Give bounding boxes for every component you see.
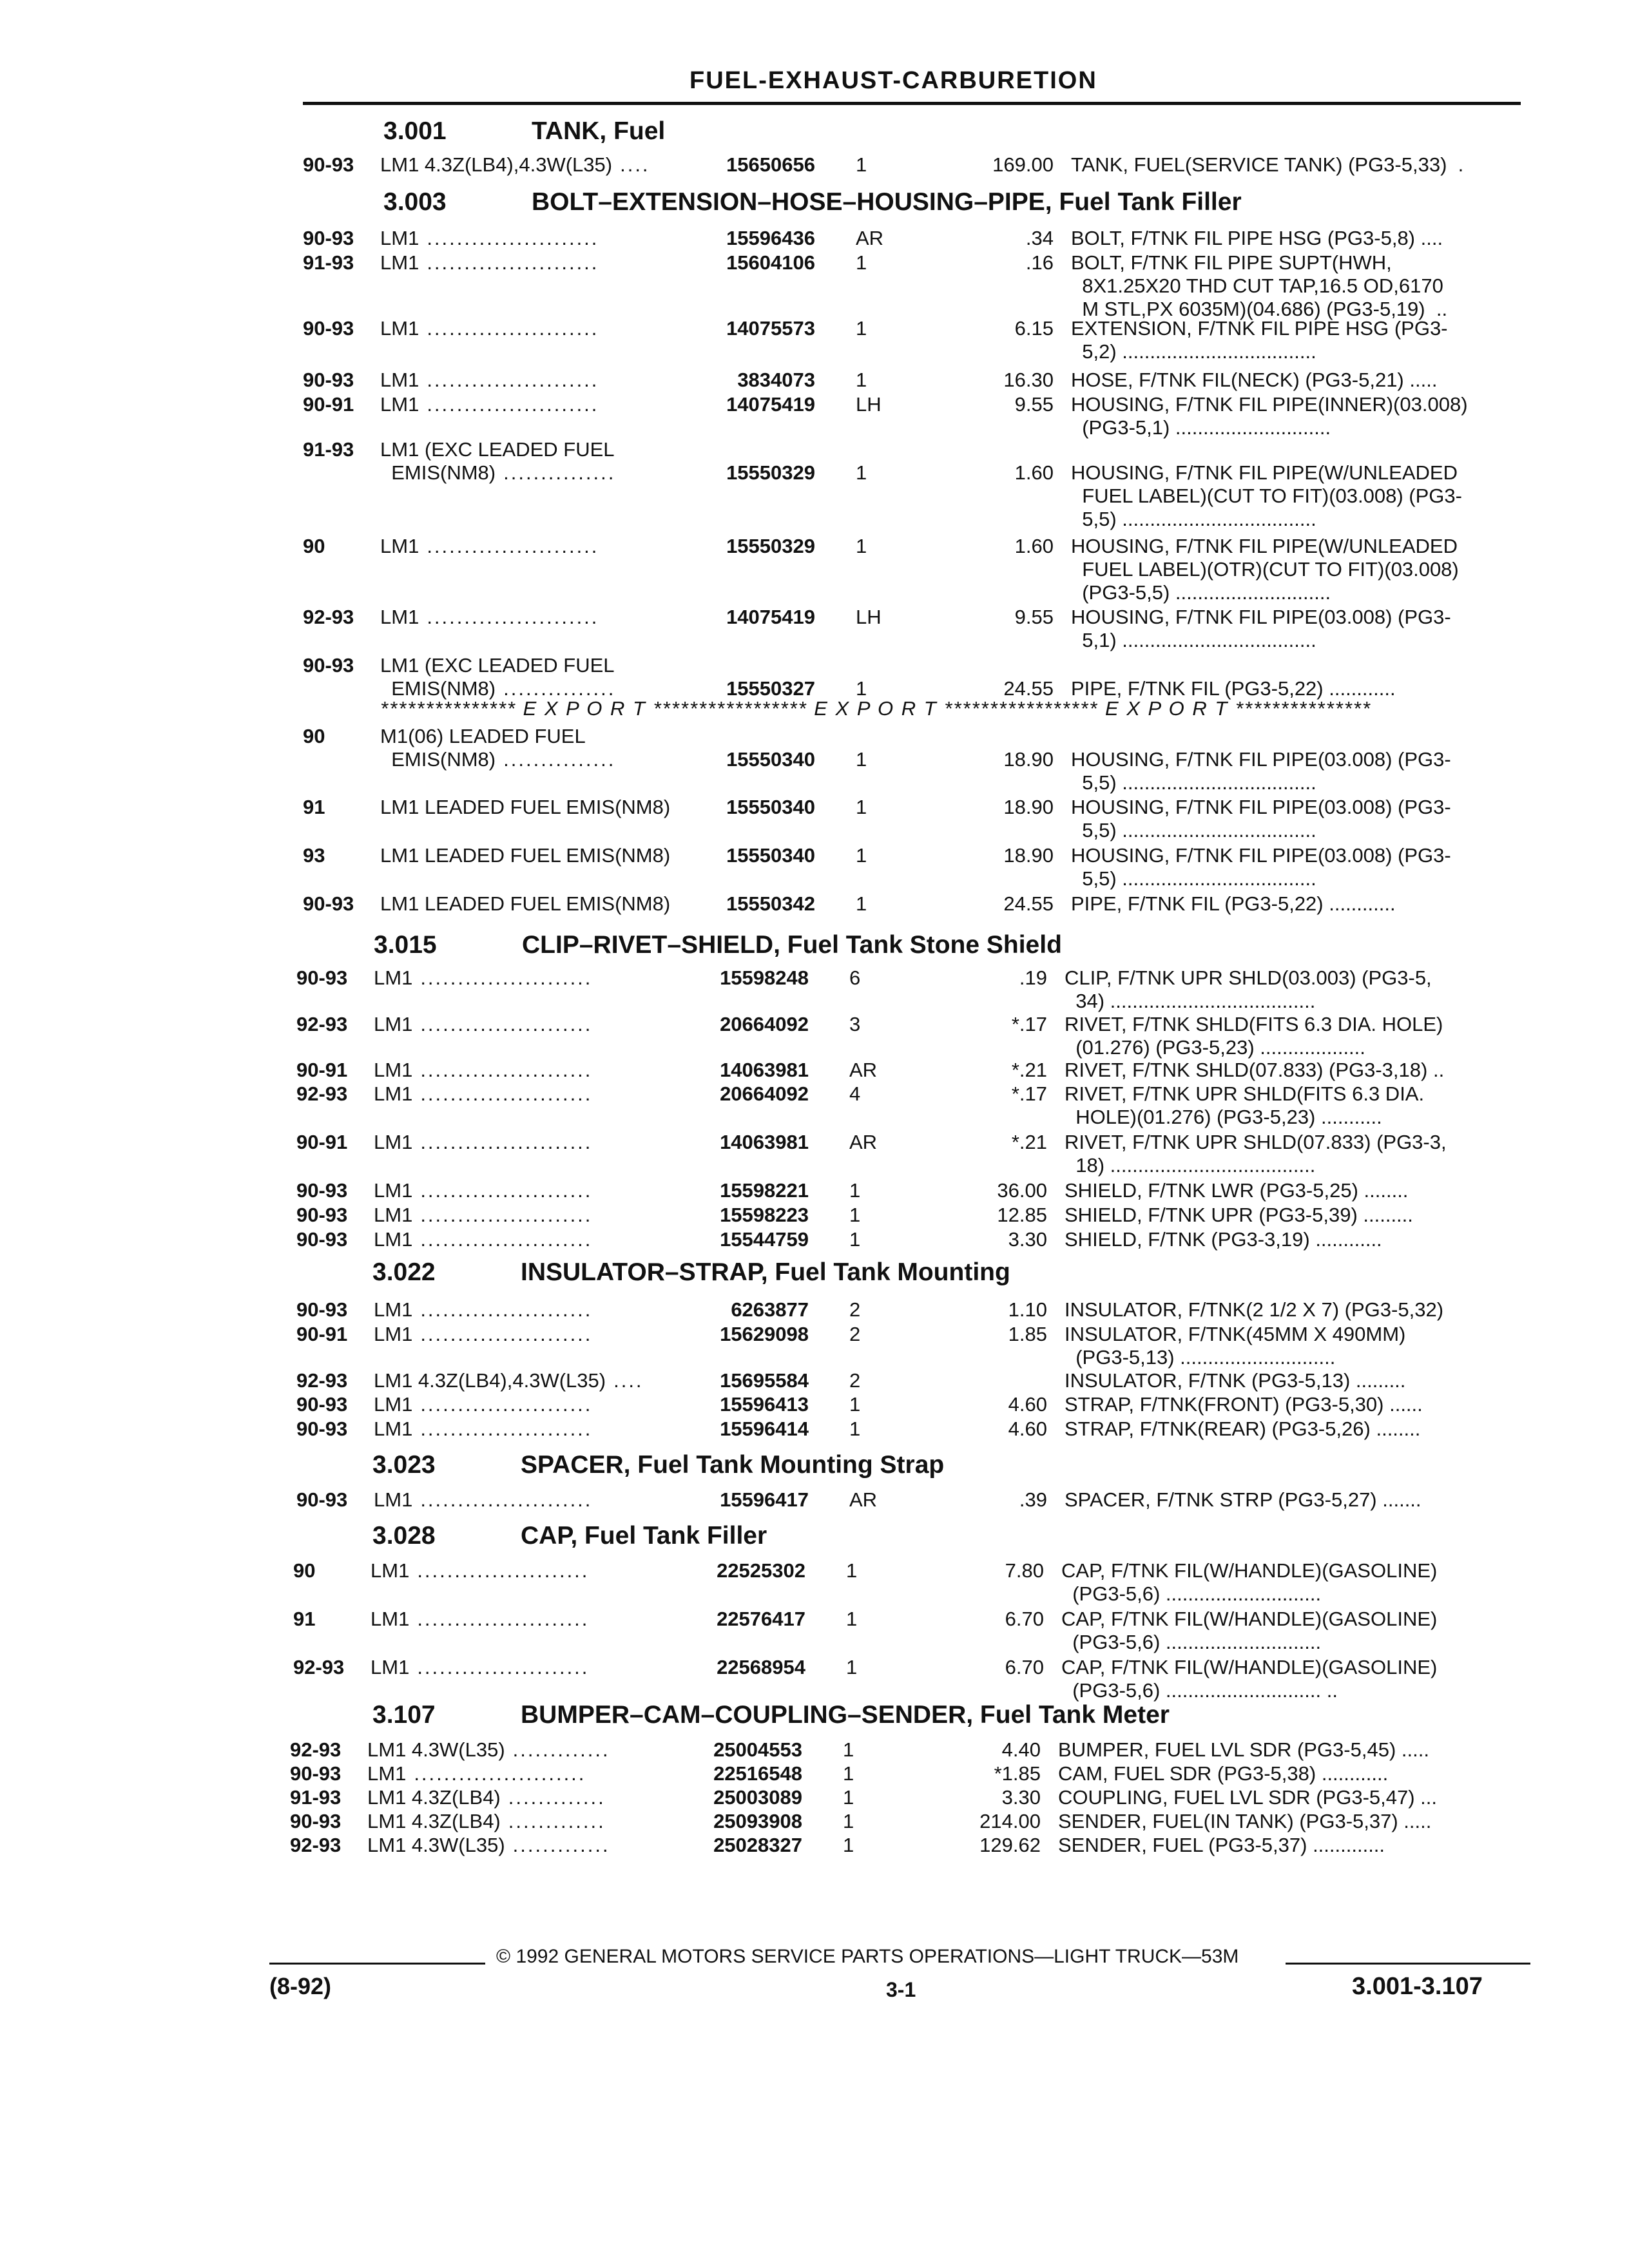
row-quantity: 1 bbox=[843, 1738, 854, 1761]
row-description: INSULATOR, F/TNK(2 1/2 X 7) (PG3-5,32) bbox=[1065, 1298, 1444, 1321]
row-leader: ....................... bbox=[417, 1656, 590, 1678]
row-price: *.17 bbox=[1011, 1013, 1047, 1035]
row-part-number: 15550340 bbox=[726, 844, 815, 867]
row-description: COUPLING, FUEL LVL SDR (PG3-5,47) ... bbox=[1058, 1786, 1438, 1809]
section-title: CLIP–RIVET–SHIELD, Fuel Tank Stone Shield bbox=[522, 931, 1062, 959]
row-description: RIVET, F/TNK UPR SHLD(07.833) (PG3-3, 18) ..................................... bbox=[1065, 1131, 1447, 1177]
row-description: BOLT, F/TNK FIL PIPE HSG (PG3-5,8) .... bbox=[1071, 227, 1443, 249]
row-quantity: 1 bbox=[849, 1418, 861, 1440]
row-years: 91-93 bbox=[290, 1786, 342, 1809]
row-part-number: 15550327 bbox=[726, 677, 815, 700]
row-part-number: 15596436 bbox=[726, 227, 815, 249]
row-price: 18.90 bbox=[1003, 796, 1054, 818]
row-description: TANK, FUEL(SERVICE TANK) (PG3-5,33) . bbox=[1071, 153, 1464, 176]
row-leader: ....................... bbox=[427, 606, 599, 628]
row-years: 92-93 bbox=[290, 1738, 342, 1761]
row-years: 91 bbox=[293, 1608, 316, 1630]
export-banner: *************** E X P O R T ***************** E X P O R T ***************** E X P O R T *************** bbox=[380, 697, 1371, 720]
row-years: 90-93 bbox=[296, 1418, 348, 1440]
row-model: LM1 4.3Z(LB4),4.3W(L35) bbox=[380, 153, 613, 176]
row-years: 92-93 bbox=[303, 606, 354, 628]
row-model: LM1 bbox=[374, 1013, 413, 1035]
row-leader: ....................... bbox=[427, 317, 599, 340]
row-quantity: 2 bbox=[849, 1369, 861, 1392]
row-part-number: 15550340 bbox=[726, 796, 815, 818]
row-price: 36.00 bbox=[997, 1179, 1047, 1202]
row-model: LM1 bbox=[374, 1228, 413, 1251]
row-leader: ....................... bbox=[420, 1228, 593, 1251]
section-number: 3.022 bbox=[372, 1258, 436, 1286]
row-years: 92-93 bbox=[296, 1369, 348, 1392]
row-leader: ....................... bbox=[427, 227, 599, 249]
row-model: LM1 4.3W(L35) bbox=[367, 1834, 505, 1856]
row-leader: ....................... bbox=[420, 1131, 593, 1153]
row-description: STRAP, F/TNK(REAR) (PG3-5,26) ........ bbox=[1065, 1418, 1421, 1440]
row-quantity: 1 bbox=[856, 153, 867, 176]
row-part-number: 15596413 bbox=[720, 1393, 809, 1416]
row-part-number: 15604106 bbox=[726, 251, 815, 274]
row-price: 18.90 bbox=[1003, 844, 1054, 867]
row-part-number: 22525302 bbox=[717, 1559, 805, 1582]
row-quantity: AR bbox=[856, 227, 884, 249]
row-description: CAP, F/TNK FIL(W/HANDLE)(GASOLINE) (PG3-5,6) ............................ bbox=[1061, 1608, 1438, 1653]
row-years: 90-93 bbox=[303, 153, 354, 176]
row-model: LM1 bbox=[374, 966, 413, 989]
row-quantity: 1 bbox=[856, 251, 867, 274]
section-title: BOLT–EXTENSION–HOSE–HOUSING–PIPE, Fuel Tank Filler bbox=[532, 188, 1242, 216]
row-years: 90-93 bbox=[296, 1488, 348, 1511]
row-quantity: 2 bbox=[849, 1323, 861, 1345]
row-price: 6.70 bbox=[1005, 1656, 1044, 1678]
footer-date: (8-92) bbox=[269, 1973, 332, 1999]
section-number: 3.028 bbox=[372, 1522, 436, 1550]
row-price: 4.40 bbox=[1001, 1738, 1041, 1761]
row-leader: ....................... bbox=[420, 1059, 593, 1081]
row-part-number: 15596417 bbox=[720, 1488, 809, 1511]
row-years: 90-91 bbox=[296, 1059, 348, 1081]
row-model: LM1 bbox=[380, 393, 419, 416]
row-part-number: 15598221 bbox=[720, 1179, 809, 1202]
row-description: CLIP, F/TNK UPR SHLD(03.003) (PG3-5, 34) ..................................... bbox=[1065, 966, 1432, 1012]
row-years: 92-93 bbox=[296, 1013, 348, 1035]
row-years: 90-93 bbox=[303, 227, 354, 249]
row-description: PIPE, F/TNK FIL (PG3-5,22) ............ bbox=[1071, 892, 1396, 915]
row-model: LM1 bbox=[374, 1204, 413, 1226]
row-years: 90 bbox=[293, 1559, 316, 1582]
row-price: 4.60 bbox=[1008, 1393, 1047, 1416]
row-price: 129.62 bbox=[979, 1834, 1041, 1856]
row-leader: ....................... bbox=[420, 1488, 593, 1511]
row-quantity: 1 bbox=[856, 748, 867, 771]
row-leader: ............. bbox=[508, 1786, 606, 1809]
row-model: LM1 bbox=[380, 535, 419, 557]
row-part-number: 14063981 bbox=[720, 1131, 809, 1153]
row-quantity: LH bbox=[856, 606, 882, 628]
row-years: 92-93 bbox=[296, 1082, 348, 1105]
row-leader: .... bbox=[613, 1369, 644, 1392]
row-price: 1.60 bbox=[1014, 535, 1054, 557]
row-description: SENDER, FUEL(IN TANK) (PG3-5,37) ..... bbox=[1058, 1810, 1432, 1832]
row-model: LM1 bbox=[374, 1393, 413, 1416]
section-number: 3.001 bbox=[383, 117, 447, 145]
row-description: RIVET, F/TNK UPR SHLD(FITS 6.3 DIA. HOLE)(01.276) (PG3-5,23) ........... bbox=[1065, 1082, 1425, 1128]
row-quantity: 1 bbox=[856, 369, 867, 391]
row-description: BUMPER, FUEL LVL SDR (PG3-5,45) ..... bbox=[1058, 1738, 1429, 1761]
row-model: LM1 bbox=[374, 1488, 413, 1511]
row-leader: ....................... bbox=[420, 1298, 593, 1321]
section-title: BUMPER–CAM–COUPLING–SENDER, Fuel Tank Meter bbox=[521, 1701, 1170, 1729]
row-leader: ....................... bbox=[427, 251, 599, 274]
row-quantity: 2 bbox=[849, 1298, 861, 1321]
row-price: 3.30 bbox=[1008, 1228, 1047, 1251]
row-model: LM1 LEADED FUEL EMIS(NM8) bbox=[380, 796, 671, 818]
row-description: BOLT, F/TNK FIL PIPE SUPT(HWH, 8X1.25X20 THD CUT TAP,16.5 OD,6170 M STL,PX 6035M)(04.686) (PG3-5,19) .. bbox=[1071, 251, 1448, 320]
row-leader: ....................... bbox=[420, 1323, 593, 1345]
row-quantity: 1 bbox=[856, 677, 867, 700]
row-quantity: 1 bbox=[849, 1179, 861, 1202]
row-price: *.21 bbox=[1011, 1059, 1047, 1081]
row-part-number: 14063981 bbox=[720, 1059, 809, 1081]
row-years: 90-91 bbox=[296, 1323, 348, 1345]
row-price: 16.30 bbox=[1003, 369, 1054, 391]
header-rule bbox=[303, 102, 1521, 105]
row-years: 90-91 bbox=[296, 1131, 348, 1153]
row-part-number: 3834073 bbox=[737, 369, 815, 391]
row-quantity: 1 bbox=[843, 1786, 854, 1809]
row-leader: ....................... bbox=[420, 1393, 593, 1416]
row-quantity: 1 bbox=[843, 1762, 854, 1785]
row-leader: ....................... bbox=[420, 1013, 593, 1035]
row-years: 90 bbox=[303, 725, 325, 747]
row-leader: ....................... bbox=[414, 1762, 586, 1785]
section-title: SPACER, Fuel Tank Mounting Strap bbox=[521, 1451, 945, 1479]
row-quantity: 1 bbox=[849, 1228, 861, 1251]
row-years: 90-93 bbox=[303, 654, 354, 677]
row-years: 90-93 bbox=[296, 1298, 348, 1321]
row-quantity: AR bbox=[849, 1059, 878, 1081]
row-description: STRAP, F/TNK(FRONT) (PG3-5,30) ...... bbox=[1065, 1393, 1423, 1416]
section-number: 3.107 bbox=[372, 1701, 436, 1729]
row-quantity: 1 bbox=[846, 1656, 858, 1678]
row-model: LM1 4.3Z(LB4) bbox=[367, 1786, 501, 1809]
row-description: CAP, F/TNK FIL(W/HANDLE)(GASOLINE) (PG3-5,6) ............................ bbox=[1061, 1559, 1438, 1605]
row-price: 4.60 bbox=[1008, 1418, 1047, 1440]
row-leader: ....................... bbox=[420, 1204, 593, 1226]
page-header-title: FUEL-EXHAUST-CARBURETION bbox=[689, 67, 1097, 94]
row-part-number: 25004553 bbox=[713, 1738, 802, 1761]
row-price: 24.55 bbox=[1003, 677, 1054, 700]
row-quantity: 1 bbox=[846, 1559, 858, 1582]
row-price: 7.80 bbox=[1005, 1559, 1044, 1582]
row-years: 90-93 bbox=[296, 1393, 348, 1416]
row-model: LM1 bbox=[374, 1059, 413, 1081]
row-years: 90-93 bbox=[290, 1762, 342, 1785]
row-years: 90-93 bbox=[290, 1810, 342, 1832]
row-model: LM1 4.3Z(LB4),4.3W(L35) bbox=[374, 1369, 606, 1392]
row-leader: ............... bbox=[503, 677, 616, 700]
row-part-number: 15598223 bbox=[720, 1204, 809, 1226]
row-leader: ............. bbox=[512, 1738, 610, 1761]
row-quantity: AR bbox=[849, 1131, 878, 1153]
row-leader: ....................... bbox=[420, 1082, 593, 1105]
section-number: 3.015 bbox=[374, 931, 437, 959]
row-model: LM1 bbox=[374, 1323, 413, 1345]
row-leader: ....................... bbox=[420, 966, 593, 989]
row-description: CAM, FUEL SDR (PG3-5,38) ............ bbox=[1058, 1762, 1389, 1785]
footer-page-number: 3-1 bbox=[886, 1978, 916, 2001]
row-model: LM1 4.3W(L35) bbox=[367, 1738, 505, 1761]
row-description: SPACER, F/TNK STRP (PG3-5,27) ....... bbox=[1065, 1488, 1422, 1511]
row-model: LM1 bbox=[374, 1298, 413, 1321]
row-model: LM1 (EXC LEADED FUEL EMIS(NM8) bbox=[380, 654, 615, 700]
row-years: 91-93 bbox=[303, 251, 354, 274]
row-description: HOUSING, F/TNK FIL PIPE(03.008) (PG3- 5,5) ................................... bbox=[1071, 796, 1451, 841]
row-years: 90-93 bbox=[303, 892, 354, 915]
row-description: HOUSING, F/TNK FIL PIPE(03.008) (PG3- 5,5) ................................... bbox=[1071, 844, 1451, 890]
row-model: M1(06) LEADED FUEL EMIS(NM8) bbox=[380, 725, 586, 771]
row-price: 214.00 bbox=[979, 1810, 1041, 1832]
row-description: EXTENSION, F/TNK FIL PIPE HSG (PG3- 5,2) ................................... bbox=[1071, 317, 1448, 363]
row-description: SENDER, FUEL (PG3-5,37) ............. bbox=[1058, 1834, 1385, 1856]
row-price: .39 bbox=[1019, 1488, 1047, 1511]
row-years: 92-93 bbox=[290, 1834, 342, 1856]
row-quantity: 1 bbox=[856, 892, 867, 915]
row-price: *.17 bbox=[1011, 1082, 1047, 1105]
row-years: 90-93 bbox=[303, 317, 354, 340]
row-part-number: 20664092 bbox=[720, 1013, 809, 1035]
row-part-number: 15544759 bbox=[720, 1228, 809, 1251]
footer-section-range: 3.001-3.107 bbox=[1352, 1973, 1483, 2000]
row-part-number: 15550329 bbox=[726, 535, 815, 557]
row-leader: ............... bbox=[503, 461, 616, 484]
row-price: 24.55 bbox=[1003, 892, 1054, 915]
row-price: 18.90 bbox=[1003, 748, 1054, 771]
row-leader: ....................... bbox=[427, 535, 599, 557]
row-price: 1.60 bbox=[1014, 461, 1054, 484]
row-part-number: 15550329 bbox=[726, 461, 815, 484]
row-model: LM1 bbox=[367, 1762, 407, 1785]
row-part-number: 14075419 bbox=[726, 393, 815, 416]
row-leader: ....................... bbox=[417, 1608, 590, 1630]
row-quantity: 1 bbox=[856, 796, 867, 818]
row-leader: ....................... bbox=[417, 1559, 590, 1582]
row-part-number: 15650656 bbox=[726, 153, 815, 176]
row-quantity: 1 bbox=[843, 1810, 854, 1832]
row-price: 1.10 bbox=[1008, 1298, 1047, 1321]
row-quantity: 1 bbox=[856, 535, 867, 557]
row-years: 90-93 bbox=[303, 369, 354, 391]
row-price: .34 bbox=[1025, 227, 1054, 249]
section-number: 3.003 bbox=[383, 188, 447, 216]
row-quantity: 4 bbox=[849, 1082, 861, 1105]
row-quantity: 1 bbox=[849, 1204, 861, 1226]
section-title: CAP, Fuel Tank Filler bbox=[521, 1522, 767, 1550]
row-years: 90-91 bbox=[303, 393, 354, 416]
row-price: 6.15 bbox=[1014, 317, 1054, 340]
row-quantity: 1 bbox=[843, 1834, 854, 1856]
row-years: 91-93 bbox=[303, 438, 354, 461]
row-description: INSULATOR, F/TNK (PG3-5,13) ......... bbox=[1065, 1369, 1406, 1392]
row-part-number: 15550342 bbox=[726, 892, 815, 915]
row-years: 90 bbox=[303, 535, 325, 557]
row-model: LM1 LEADED FUEL EMIS(NM8) bbox=[380, 892, 671, 915]
row-part-number: 15596414 bbox=[720, 1418, 809, 1440]
row-description: RIVET, F/TNK SHLD(07.833) (PG3-3,18) .. bbox=[1065, 1059, 1445, 1081]
row-model: LM1 bbox=[374, 1131, 413, 1153]
footer-rule-left bbox=[269, 1963, 485, 1965]
row-description: HOUSING, F/TNK FIL PIPE(INNER)(03.008) (PG3-5,1) ............................ bbox=[1071, 393, 1468, 439]
row-description: HOUSING, F/TNK FIL PIPE(03.008) (PG3- 5,1) ................................... bbox=[1071, 606, 1451, 651]
row-description: HOUSING, F/TNK FIL PIPE(W/UNLEADED FUEL LABEL)(OTR)(CUT TO FIT)(03.008) (PG3-5,5) ............................ bbox=[1071, 535, 1459, 604]
row-model: LM1 bbox=[380, 606, 419, 628]
row-quantity: 1 bbox=[856, 461, 867, 484]
row-price: 1.85 bbox=[1008, 1323, 1047, 1345]
row-description: HOUSING, F/TNK FIL PIPE(03.008) (PG3- 5,5) ................................... bbox=[1071, 748, 1451, 794]
row-price: *1.85 bbox=[994, 1762, 1041, 1785]
row-price: 9.55 bbox=[1014, 393, 1054, 416]
row-leader: ............. bbox=[512, 1834, 610, 1856]
row-part-number: 15550340 bbox=[726, 748, 815, 771]
row-model: LM1 bbox=[380, 251, 419, 274]
row-model: LM1 bbox=[371, 1559, 410, 1582]
footer-copyright: © 1992 GENERAL MOTORS SERVICE PARTS OPERATIONS—LIGHT TRUCK—53M bbox=[496, 1946, 1239, 1967]
row-leader: ....................... bbox=[420, 1179, 593, 1202]
row-quantity: 3 bbox=[849, 1013, 861, 1035]
footer-rule-right bbox=[1286, 1963, 1530, 1965]
row-description: HOSE, F/TNK FIL(NECK) (PG3-5,21) ..... bbox=[1071, 369, 1438, 391]
row-years: 90-93 bbox=[296, 1228, 348, 1251]
row-description: RIVET, F/TNK SHLD(FITS 6.3 DIA. HOLE) (01.276) (PG3-5,23) ................... bbox=[1065, 1013, 1443, 1059]
row-model: LM1 bbox=[374, 1179, 413, 1202]
row-price: *.21 bbox=[1011, 1131, 1047, 1153]
row-price: 169.00 bbox=[992, 153, 1054, 176]
row-model: LM1 bbox=[380, 369, 419, 391]
row-description: INSULATOR, F/TNK(45MM X 490MM) (PG3-5,13) ............................ bbox=[1065, 1323, 1406, 1369]
row-part-number: 14075419 bbox=[726, 606, 815, 628]
row-model: LM1 bbox=[371, 1608, 410, 1630]
row-model: LM1 bbox=[380, 317, 419, 340]
row-years: 90-93 bbox=[296, 1179, 348, 1202]
row-part-number: 22516548 bbox=[713, 1762, 802, 1785]
row-leader: ............. bbox=[508, 1810, 606, 1832]
row-part-number: 15629098 bbox=[720, 1323, 809, 1345]
row-years: 93 bbox=[303, 844, 325, 867]
row-part-number: 25093908 bbox=[713, 1810, 802, 1832]
row-price: 9.55 bbox=[1014, 606, 1054, 628]
row-price: 3.30 bbox=[1001, 1786, 1041, 1809]
row-model: LM1 bbox=[374, 1418, 413, 1440]
row-price: 12.85 bbox=[997, 1204, 1047, 1226]
row-leader: ............... bbox=[503, 748, 616, 771]
row-quantity: 1 bbox=[849, 1393, 861, 1416]
row-quantity: LH bbox=[856, 393, 882, 416]
row-price: .16 bbox=[1025, 251, 1054, 274]
row-model: LM1 bbox=[371, 1656, 410, 1678]
row-part-number: 15598248 bbox=[720, 966, 809, 989]
row-model: LM1 (EXC LEADED FUEL EMIS(NM8) bbox=[380, 438, 615, 484]
row-years: 90-93 bbox=[296, 966, 348, 989]
row-years: 92-93 bbox=[293, 1656, 345, 1678]
row-years: 91 bbox=[303, 796, 325, 818]
row-leader: ....................... bbox=[420, 1418, 593, 1440]
row-description: SHIELD, F/TNK (PG3-3,19) ............ bbox=[1065, 1228, 1382, 1251]
section-title: INSULATOR–STRAP, Fuel Tank Mounting bbox=[521, 1258, 1010, 1286]
row-price: 6.70 bbox=[1005, 1608, 1044, 1630]
row-part-number: 20664092 bbox=[720, 1082, 809, 1105]
section-number: 3.023 bbox=[372, 1451, 436, 1479]
row-price: .19 bbox=[1019, 966, 1047, 989]
row-part-number: 22568954 bbox=[717, 1656, 805, 1678]
row-quantity: 6 bbox=[849, 966, 861, 989]
row-quantity: AR bbox=[849, 1488, 878, 1511]
row-part-number: 14075573 bbox=[726, 317, 815, 340]
row-part-number: 6263877 bbox=[731, 1298, 809, 1321]
row-description: HOUSING, F/TNK FIL PIPE(W/UNLEADED FUEL LABEL)(CUT TO FIT)(03.008) (PG3- 5,5) ................................... bbox=[1071, 461, 1462, 530]
row-model: LM1 bbox=[374, 1082, 413, 1105]
row-leader: ....................... bbox=[427, 369, 599, 391]
row-leader: .... bbox=[620, 153, 650, 176]
row-model: LM1 LEADED FUEL EMIS(NM8) bbox=[380, 844, 671, 867]
row-description: PIPE, F/TNK FIL (PG3-5,22) ............ bbox=[1071, 677, 1396, 700]
row-model: LM1 bbox=[380, 227, 419, 249]
row-part-number: 25003089 bbox=[713, 1786, 802, 1809]
row-description: SHIELD, F/TNK LWR (PG3-5,25) ........ bbox=[1065, 1179, 1409, 1202]
row-quantity: 1 bbox=[856, 844, 867, 867]
row-quantity: 1 bbox=[846, 1608, 858, 1630]
row-description: SHIELD, F/TNK UPR (PG3-5,39) ......... bbox=[1065, 1204, 1413, 1226]
section-title: TANK, Fuel bbox=[532, 117, 666, 145]
row-model: LM1 4.3Z(LB4) bbox=[367, 1810, 501, 1832]
row-part-number: 22576417 bbox=[717, 1608, 805, 1630]
row-part-number: 15695584 bbox=[720, 1369, 809, 1392]
row-part-number: 25028327 bbox=[713, 1834, 802, 1856]
row-description: CAP, F/TNK FIL(W/HANDLE)(GASOLINE) (PG3-5,6) ............................ .. bbox=[1061, 1656, 1438, 1702]
row-quantity: 1 bbox=[856, 317, 867, 340]
row-leader: ....................... bbox=[427, 393, 599, 416]
row-years: 90-93 bbox=[296, 1204, 348, 1226]
